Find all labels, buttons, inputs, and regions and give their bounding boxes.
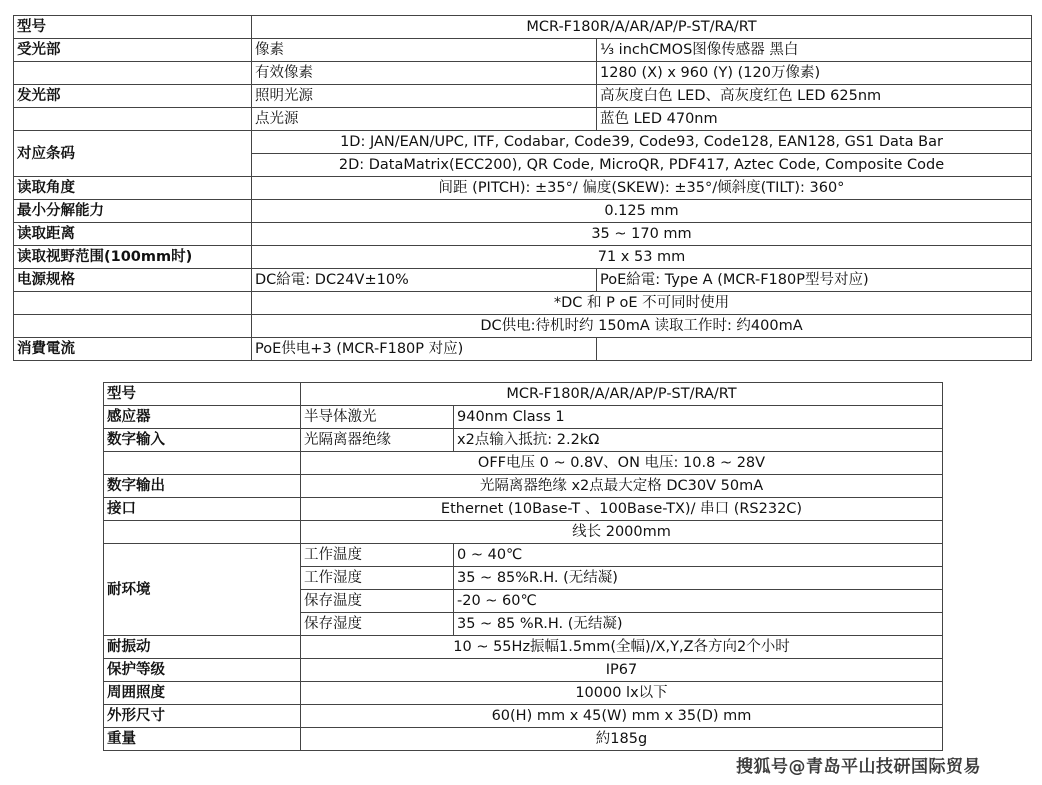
table-row [104,383,943,406]
current-poe: PoE供电+3 (MCR-F180P 对应) [252,338,597,361]
digital-input-label: 数字输入 [104,429,301,452]
storage-humidity-value: 35 ~ 85 %R.H. (无结凝) [454,613,943,636]
effective-pixel-label: 有效像素 [252,62,597,85]
table-row [14,177,1032,200]
table-row [104,636,943,659]
barcode-2d: 2D: DataMatrix(ECC200), QR Code, MicroQR, PDF417, Aztec Code, Composite Code [252,154,1032,177]
pixel-label: 像素 [252,39,597,62]
digital-input-voltage: OFF电压 0 ~ 0.8V、ON 电压: 10.8 ~ 28V [301,452,943,475]
power-dc: DC給電: DC24V±10% [252,269,597,292]
point-light-value: 蓝色 LED 470nm [597,108,1032,131]
op-temp-value: 0 ~ 40℃ [454,544,943,567]
table-row [104,452,943,475]
light-source-value: 高灰度白色 LED、高灰度红色 LED 625nm [597,85,1032,108]
sensor-type: 半导体激光 [301,406,454,429]
interface-label: 接口 [104,498,301,521]
vibration-value: 10 ~ 55Hz振幅1.5mm(全幅)/X,Y,Z各方向2个小时 [301,636,943,659]
dimensions-label: 外形尺寸 [104,705,301,728]
emitter-label: 发光部 [14,85,252,108]
angle-value: 间距 (PITCH): ±35°/ 偏度(SKEW): ±35°/倾斜度(TILT): 360° [252,177,1032,200]
interface-value: Ethernet (10Base-T 、100Base-TX)/ 串口 (RS232C) [301,498,943,521]
power-poe: PoE給電: Type A (MCR-F180P型号对应) [597,269,1032,292]
fov-value: 71 x 53 mm [252,246,1032,269]
light-source-label: 照明光源 [252,85,597,108]
table-row [104,498,943,521]
barcode-label: 对应条码 [14,131,252,177]
storage-temp-value: -20 ~ 60℃ [454,590,943,613]
storage-humidity-label: 保存湿度 [301,613,454,636]
table-row [104,682,943,705]
digital-output-value: 光隔离器绝缘 x2点最大定格 DC30V 50mA [301,475,943,498]
power-note: *DC 和 P oE 不可同时使用 [252,292,1032,315]
model-value: MCR-F180R/A/AR/AP/P-ST/RA/RT [252,16,1032,39]
power-label: 电源规格 [14,269,252,292]
resolution-label: 最小分解能力 [14,200,252,223]
table-row [14,315,1032,338]
table-row [14,16,1032,39]
digital-input-value: x2点输入抵抗: 2.2kΩ [454,429,943,452]
table-row [14,62,1032,85]
ambient-light-label: 周囲照度 [104,682,301,705]
storage-temp-label: 保存温度 [301,590,454,613]
current-dc: DC供电:待机时约 150mA 读取工作时: 约400mA [252,315,1032,338]
effective-pixel-value: 1280 (X) x 960 (Y) (120万像素) [597,62,1032,85]
table-row [14,131,1032,154]
cable-length: 线长 2000mm [301,521,943,544]
barcode-1d: 1D: JAN/EAN/UPC, ITF, Codabar, Code39, Code93, Code128, EAN128, GS1 Data Bar [252,131,1032,154]
table-row [104,475,943,498]
ambient-light-value: 10000 lx以下 [301,682,943,705]
point-light-label: 点光源 [252,108,597,131]
table-row [14,246,1032,269]
table-row [104,521,943,544]
fov-label: 读取视野范围(100mm时) [14,246,252,269]
watermark: 搜狐号@青岛平山技研国际贸易 [736,757,981,777]
digital-output-label: 数字输出 [104,475,301,498]
sensor-label: 感应器 [104,406,301,429]
table-row [104,544,943,567]
sensor-value: 940nm Class 1 [454,406,943,429]
op-humidity-value: 35 ~ 85%R.H. (无结凝) [454,567,943,590]
protection-value: IP67 [301,659,943,682]
digital-input-type: 光隔离器绝缘 [301,429,454,452]
table-row [14,223,1032,246]
protection-label: 保护等级 [104,659,301,682]
model-label: 型号 [14,16,252,39]
spec-table-io [103,382,943,751]
table-row [14,108,1032,131]
model-label: 型号 [104,383,301,406]
pixel-value: ⅓ inchCMOS图像传感器 黑白 [597,39,1032,62]
model-value: MCR-F180R/A/AR/AP/P-ST/RA/RT [301,383,943,406]
distance-value: 35 ~ 170 mm [252,223,1032,246]
current-label: 消費電流 [14,338,252,361]
dimensions-value: 60(H) mm x 45(W) mm x 35(D) mm [301,705,943,728]
receiver-label: 受光部 [14,39,252,62]
table-row [104,429,943,452]
table-row [14,39,1032,62]
table-row [104,659,943,682]
weight-value: 約185g [301,728,943,751]
table-row [14,200,1032,223]
spec-table-optical [13,15,1032,361]
op-humidity-label: 工作湿度 [301,567,454,590]
table-row [104,728,943,751]
table-row [14,292,1032,315]
table-row [14,269,1032,292]
table-row [104,406,943,429]
vibration-label: 耐振动 [104,636,301,659]
op-temp-label: 工作温度 [301,544,454,567]
environment-label: 耐环境 [104,544,301,636]
table-row [104,705,943,728]
weight-label: 重量 [104,728,301,751]
distance-label: 读取距离 [14,223,252,246]
angle-label: 读取角度 [14,177,252,200]
table-row [14,85,1032,108]
resolution-value: 0.125 mm [252,200,1032,223]
table-row [14,338,1032,361]
